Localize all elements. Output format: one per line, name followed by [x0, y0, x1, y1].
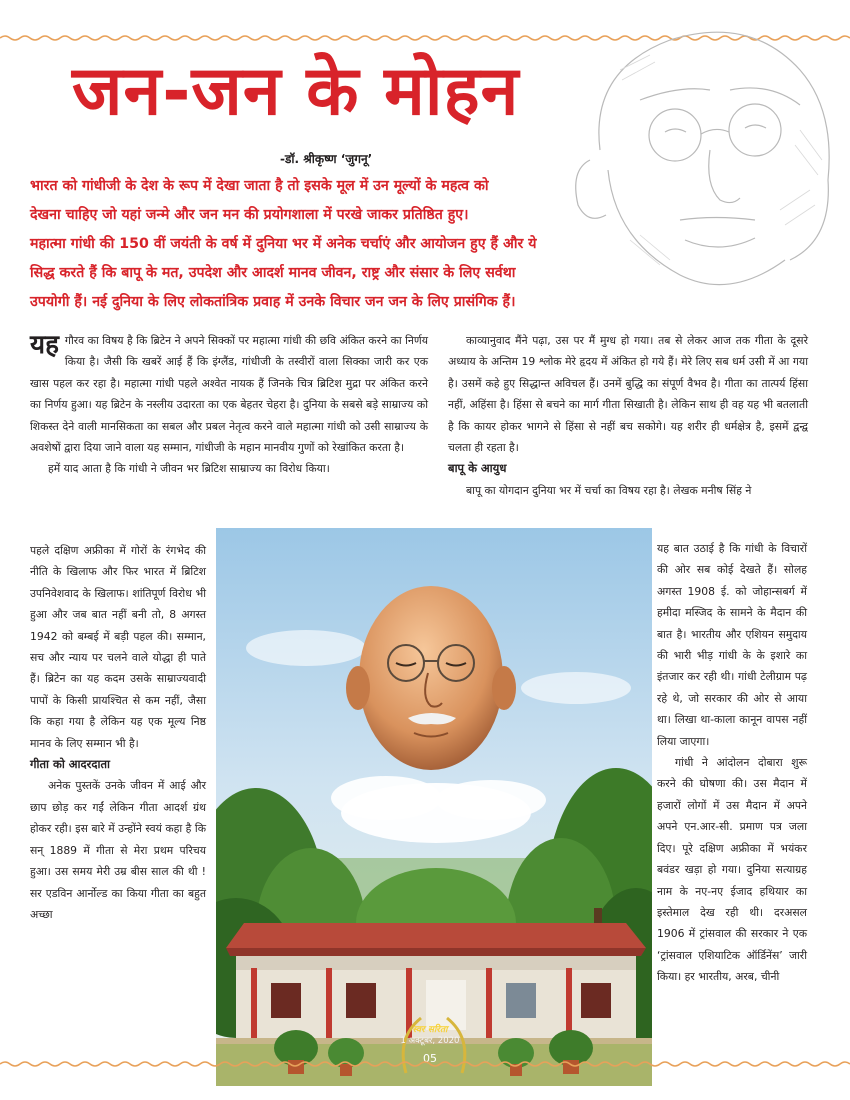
- body-column-narrow-right: [657, 538, 807, 988]
- lead-line: भारत को गांधीजी के देश के रूप में देखा जाता है तो इसके मूल में उन मूल्यों के महत्व को: [30, 178, 489, 194]
- body-column-right: [448, 330, 808, 501]
- drop-cap: यह: [30, 330, 59, 360]
- section-heading: गीता को आदरदाता: [30, 757, 110, 772]
- lead-line: महात्मा गांधी की 150 वीं जयंती के वर्ष में दुनिया भर में अनेक चर्चाएं और आयोजन हुए हैं और ये: [30, 236, 537, 252]
- lead-paragraph: [30, 172, 590, 317]
- author-byline: -डॉ. श्रीकृष्ण ‘जुगनू’: [280, 152, 373, 166]
- lead-line: देखना चाहिए जो यहां जन्मे और जन मन की प्रयोगशाला में परखे जाकर प्रतिष्ठित हुए।: [30, 207, 469, 223]
- body-paragraph: गांधी ने आंदोलन दोबारा शुरू करने की घोषणा की। उस मैदान में हजारों लोगों में उस मैदान में अपने अपने एन.आर-सी. प्रमाण पत्र जला दिए। पूरे दक्षिण अफ्रीका में भयंकर बवंडर खड़ा हो गया। दुनिया सत्याग्रह नाम के नए-नए ईजाद हथियार का इस्तेमाल देख रही थी। दरअसल 1906 में ट्रांसवाल की सरकार ने एक ‘ट्रांसवाल एशियाटिक ऑर्डिनेंस’ जारी किया। हर भारतीय, अरब, चीनी: [657, 756, 807, 984]
- body-paragraph: बापू का योगदान दुनिया भर में चर्चा का विषय रहा है। लेखक मनीष सिंह ने: [466, 483, 752, 497]
- lead-line: उपयोगी हैं। नई दुनिया के लिए लोकतांत्रिक प्रवाह में उनके विचार जन जन के लिए प्रासंगिक हैं।: [30, 294, 516, 310]
- issue-date: 1 अक्टूबर, 2020: [400, 1036, 460, 1046]
- body-paragraph: हमें याद आता है कि गांधी ने जीवन भर ब्रिटिश साम्राज्य का विरोध किया।: [48, 462, 330, 476]
- body-column-narrow-left: [30, 540, 206, 925]
- article-title: जन-जन के मोहन: [72, 52, 520, 131]
- page-number: 05: [423, 1052, 437, 1065]
- gandhi-ashram-painting: [216, 528, 652, 1086]
- lead-line: सिद्ध करते हैं कि बापू के मत, उपदेश और आदर्श मानव जीवन, राष्ट्र और संसार के लिए सर्वथा: [30, 265, 516, 281]
- magazine-name: स्वर सरिता: [412, 1025, 448, 1035]
- body-paragraph: अनेक पुस्तकें उनके जीवन में आई और छाप छोड़ कर गईं लेकिन गीता आदर्श ग्रंथ होकर रही। इस बारे में उन्होंने स्वयं कहा है कि सन् 1889 में गीता से मेरा प्रथम परिचय हुआ। उस समय मेरी उम्र बीस साल की थी ! सर एडविन आर्नोल्ड का किया गीता का बहुत अच्छा: [30, 779, 206, 921]
- page-footer: [385, 1022, 475, 1092]
- body-paragraph: यह बात उठाई है कि गांधी के विचारों की ओर सब कोई देखते हैं। सोलह अगस्त 1908 ई. को जोहान्सबर्ग में हमीदा मस्जिद के सामने के मैदान की बात है। भारतीय और एशियन समुदाय की भारी भीड़ गांधी के के इशारे का इंतजार कर रही थी। गांधी टेलीग्राम पढ़ रहे थे, जो सरकार की ओर से आया था। लिखा था-काला कानून वापस नहीं लिया जाएगा।: [657, 542, 807, 748]
- body-paragraph: पहले दक्षिण अफ्रीका में गोरों के रंगभेद की नीति के खिलाफ और फिर भारत में ब्रिटिश उपनिवेशवाद के खिलाफ। शांतिपूर्ण विरोध भी हुआ और जब बात नहीं बनी तो, 8 अगस्त 1942 को बम्बई में बड़ी पहल की। सम्मान, सच और न्याय पर चलने वाले योद्धा ही पाते हैं। ब्रिटेन का यह कदम उसके साम्राज्यवादी पापों के किसी प्रायश्चित से कम नहीं, जैसा कि कहा गया है लेकिन यह एक मूल्य निष्ठ मानव के लिए सम्मान भी है।: [30, 544, 206, 750]
- section-heading: बापू के आयुध: [448, 461, 507, 476]
- body-paragraph: काव्यानुवाद मैंने पढ़ा, उस पर मैं मुग्ध हो गया। तब से लेकर आज तक गीता के दूसरे अध्याय के अन्तिम 19 श्लोक मेरे हृदय में अंकित हो गये हैं। मेरे लिए सब धर्म उसी में आ गया है। उसमें कहे हुए सिद्धान्त अविचल हैं। उनमें बुद्धि का संपूर्ण वैभव है। गीता का तात्पर्य हिंसा नहीं, अहिंसा है। हिंसा से बचने का मार्ग गीता सिखाती है। लेकिन साथ ही वह यह भी बतलाती है कि कायर होकर भागने से हिंसा से नहीं बच सकोगे। यह शरीर ही धर्मक्षेत्र है, इसमें द्वन्द्व चलता ही रहता है।: [448, 334, 808, 455]
- body-paragraph: गौरव का विषय है कि ब्रिटेन ने अपने सिक्कों पर महात्मा गांधी की छवि अंकित करने का निर्णय किया है। जैसी कि खबरें आई हैं कि इंग्लैंड, गांधीजी के तस्वीरों वाला सिक्का जारी कर एक खास पहल कर रहा है। महात्मा गांधी पहले अश्वेत नायक हैं जिनके चित्र ब्रिटिश मुद्रा पर अंकित करने का निर्णय हुआ। यह ब्रिटेन के नस्लीय उदारता का एक बेहतर चेहरा है। दुनिया के सबसे बड़े साम्राज्य को शिकस्त देने वाली मानसिकता का सबल और प्रबल नेतृत्व करने वाले महात्मा गांधी को उसी साम्राज्य के अवशेषों द्वारा दिया जाने वाला यह सम्मान, गांधीजी के महान मानवीय गुणों को रेखांकित करता है।: [30, 334, 428, 455]
- bottom-decorative-border: [0, 1060, 850, 1068]
- gandhi-sketch-portrait: [560, 10, 850, 310]
- body-column-left: [30, 330, 428, 480]
